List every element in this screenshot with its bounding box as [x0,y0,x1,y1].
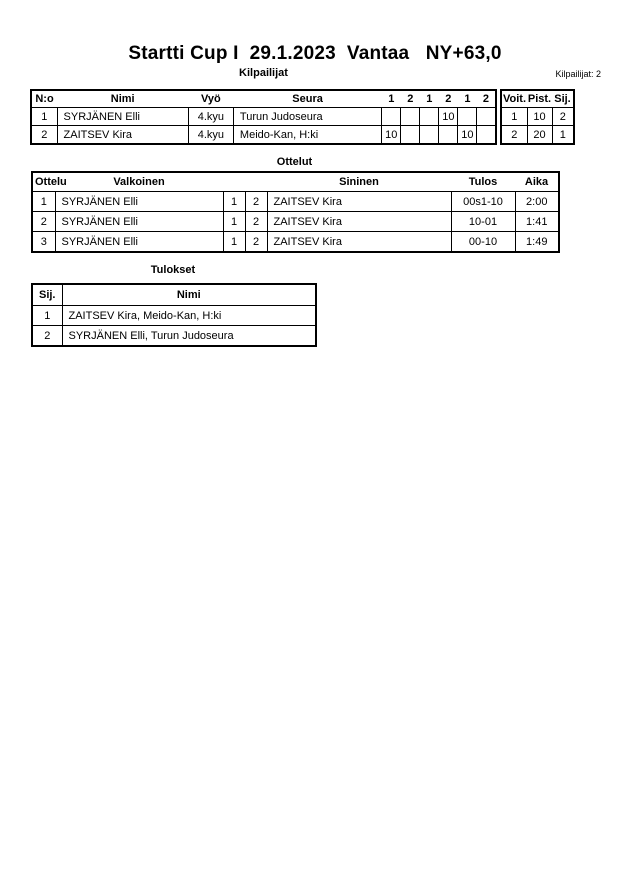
result-name: ZAITSEV Kira, Meido-Kan, H:ki [62,306,316,326]
col-header-aika: Aika [515,172,559,192]
score-cell [420,126,439,145]
col-header-ottelu: Ottelu [32,172,55,192]
match-number: 3 [32,232,55,253]
wins-cell: 2 [501,126,527,145]
result-row [32,306,316,326]
score-col-header: 1 [382,90,401,108]
white-competitor: SYRJÄNEN Elli [55,212,223,232]
score-col-header: 2 [401,90,420,108]
match-result: 10-01 [451,212,515,232]
competitor-row [31,126,496,145]
competitor-name: ZAITSEV Kira [57,126,188,145]
wins-cell: 1 [501,108,527,126]
col-header-sininen: Sininen [267,172,451,192]
page-title: Startti Cup I 29.1.2023 Vantaa NY+63,0 [128,43,502,64]
score-col-header: 1 [458,90,477,108]
col-header-spacer [245,172,267,192]
competitor-club: Meido-Kan, H:ki [233,126,381,145]
competitor-number: 2 [31,126,57,145]
match-result: 00-10 [451,232,515,253]
match-time: 1:41 [515,212,559,232]
col-header-no: N:o [31,90,57,108]
section-title-ottelut: Ottelut [276,156,313,168]
col-header-sij: Sij. [32,284,62,306]
match-number: 2 [32,212,55,232]
matches-table [31,171,560,253]
col-header-spacer [223,172,245,192]
score-cell: 10 [439,108,458,126]
col-header-nimi: Nimi [57,90,188,108]
score-cell [401,108,420,126]
competitor-belt: 4.kyu [188,108,233,126]
white-number: 1 [223,212,245,232]
competitor-count-label: Kilpailijat: 2 [555,69,601,79]
match-number: 1 [32,192,55,212]
results-header-row [32,284,316,306]
score-cell [401,126,420,145]
white-competitor: SYRJÄNEN Elli [55,192,223,212]
white-number: 1 [223,192,245,212]
match-row [32,232,559,253]
result-placement: 2 [32,326,62,347]
match-time: 2:00 [515,192,559,212]
competitor-club: Turun Judoseura [233,108,381,126]
match-row [32,192,559,212]
competitors-table [30,89,497,145]
section-title-tulokset: Tulokset [150,264,196,276]
col-header-voit: Voit. [501,90,527,108]
placement-cell: 2 [552,108,574,126]
result-row [32,326,316,347]
match-row [32,212,559,232]
blue-number: 2 [245,232,267,253]
competitors-summary-table [500,89,575,145]
blue-competitor: ZAITSEV Kira [267,212,451,232]
score-cell [477,126,496,145]
col-header-seura: Seura [233,90,381,108]
col-header-sij: Sij. [552,90,574,108]
score-col-header: 2 [439,90,458,108]
competitor-belt: 4.kyu [188,126,233,145]
score-cell: 10 [458,126,477,145]
col-header-nimi: Nimi [62,284,316,306]
blue-number: 2 [245,212,267,232]
summary-row [501,108,574,126]
competitor-number: 1 [31,108,57,126]
blue-competitor: ZAITSEV Kira [267,192,451,212]
score-cell [382,108,401,126]
results-table [31,283,317,347]
result-placement: 1 [32,306,62,326]
match-time: 1:49 [515,232,559,253]
white-competitor: SYRJÄNEN Elli [55,232,223,253]
score-cell [420,108,439,126]
score-cell: 10 [382,126,401,145]
score-cell [477,108,496,126]
summary-row [501,126,574,145]
col-header-vyo: Vyö [188,90,233,108]
blue-number: 2 [245,192,267,212]
section-title-kilpailijat: Kilpailijat [239,67,288,79]
col-header-pist: Pist. [527,90,552,108]
score-cell [439,126,458,145]
points-cell: 10 [527,108,552,126]
score-cell [458,108,477,126]
score-col-header: 1 [420,90,439,108]
col-header-valkoinen: Valkoinen [55,172,223,192]
match-result: 00s1-10 [451,192,515,212]
col-header-tulos: Tulos [451,172,515,192]
competitors-header-row [31,90,496,108]
white-number: 1 [223,232,245,253]
result-name: SYRJÄNEN Elli, Turun Judoseura [62,326,316,347]
points-cell: 20 [527,126,552,145]
summary-header-row [501,90,574,108]
matches-header-row [32,172,559,192]
blue-competitor: ZAITSEV Kira [267,232,451,253]
competitor-row [31,108,496,126]
score-col-header: 2 [477,90,496,108]
competitor-name: SYRJÄNEN Elli [57,108,188,126]
placement-cell: 1 [552,126,574,145]
